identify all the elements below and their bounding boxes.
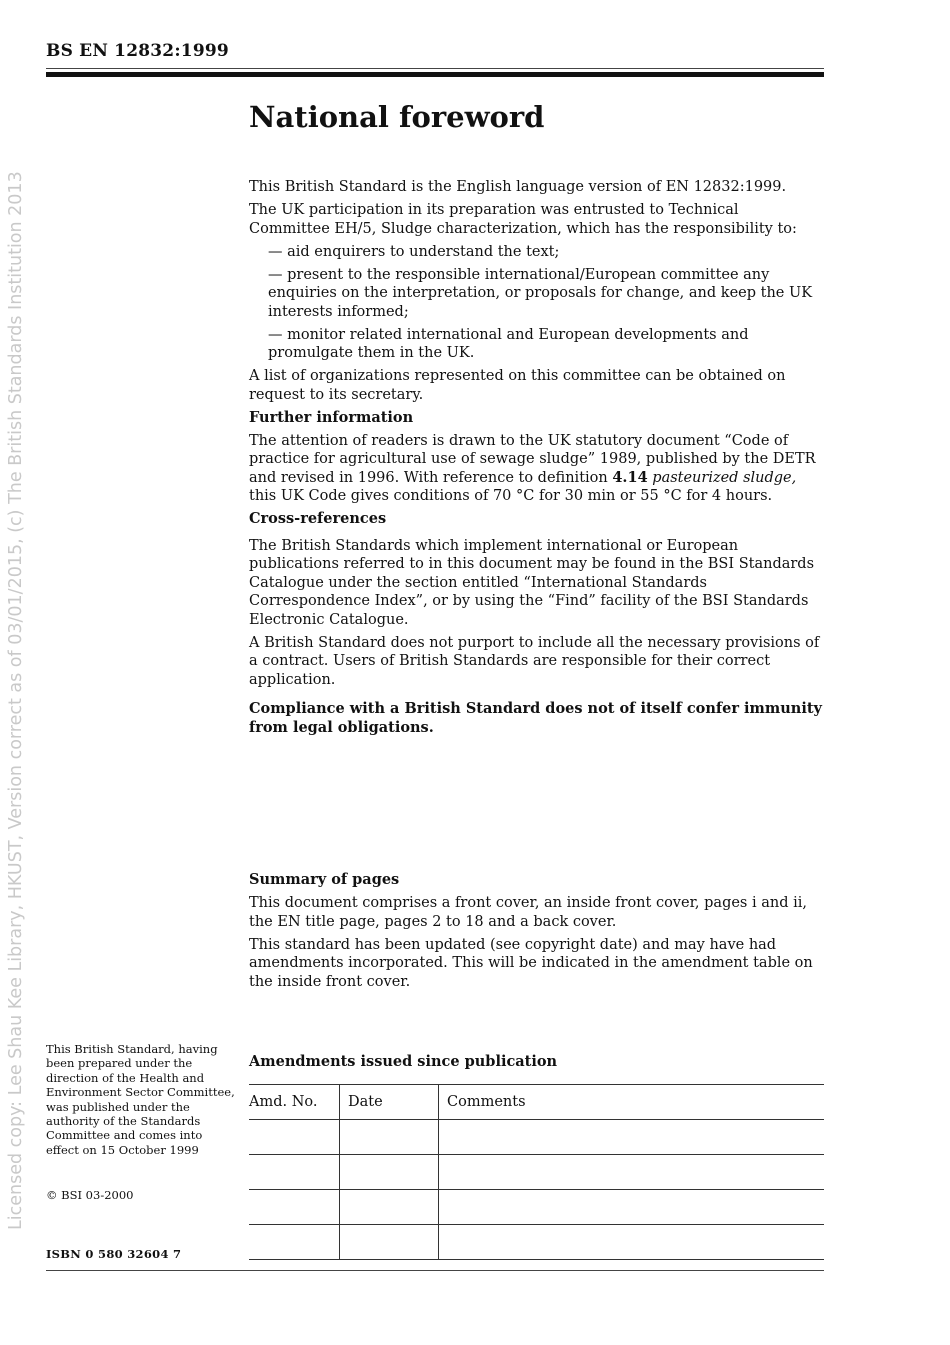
list-item: — aid enquirers to understand the text; <box>268 243 560 260</box>
text-run: The attention of readers is drawn to the UK statutory document “Code of practice for agricultural use of sewage sludge” 1989, published by the DETR and revised in 1996. With reference to definition <box>249 432 816 486</box>
license-watermark: Licensed copy: Lee Shau Kee Library, HKUST, Version correct as of 03/01/2015, (c) The British Standards Institution 2013 <box>6 171 26 1230</box>
column-header-comments: Comments <box>439 1085 825 1120</box>
footer-rule <box>46 1270 249 1271</box>
amendments-table <box>249 1084 824 1260</box>
table-cell <box>340 1190 439 1225</box>
publication-note: This British Standard, having been prepared under the direction of the Health and Environment Sector Committee, was published under the authority of the Standards Committee and comes into effect on 15 October 1999 <box>46 1042 235 1157</box>
section-heading-summary: Summary of pages <box>249 871 400 888</box>
table-row <box>249 1225 824 1260</box>
compliance-statement: Compliance with a British Standard does not of itself confer immunity from legal obligations. <box>249 700 822 736</box>
definition-ref: 4.14 <box>612 468 648 486</box>
list-item: — monitor related international and European developments and promulgate them in the UK. <box>268 326 749 361</box>
section-heading-further-information: Further information <box>249 408 414 426</box>
amendments-title: Amendments issued since publication <box>249 1053 558 1070</box>
table-cell <box>249 1190 340 1225</box>
paragraph: A list of organizations represented on this committee can be obtained on request to its secretary. <box>249 368 786 403</box>
table-cell <box>340 1155 439 1190</box>
column-header-amd-no: Amd. No. <box>249 1085 340 1120</box>
foreword-body <box>249 178 823 742</box>
header-thin-rule <box>46 68 824 69</box>
paragraph: This standard has been updated (see copyright date) and may have had amendments incorporated. This will be indicated in the amendment table on the inside front cover. <box>249 936 813 990</box>
table-cell <box>249 1120 340 1155</box>
isbn: ISBN 0 580 32604 7 <box>46 1247 182 1261</box>
table-row <box>249 1190 824 1225</box>
table-header-row <box>249 1085 824 1120</box>
table-cell <box>439 1155 825 1190</box>
copyright-notice: © BSI 03-2000 <box>46 1188 134 1202</box>
table-row <box>249 1155 824 1190</box>
list-item: — present to the responsible international/European committee any enquiries on the interpretation, or proposals for change, and keep the UK interests informed; <box>268 266 813 320</box>
paragraph: This British Standard is the English language version of EN 12832:1999. <box>249 179 787 195</box>
paragraph: A British Standard does not purport to include all the necessary provisions of a contract. Users of British Standards are responsible for their correct application. <box>249 634 820 688</box>
summary-of-pages <box>249 871 823 996</box>
header-thick-rule <box>46 72 824 77</box>
table-cell <box>439 1190 825 1225</box>
paragraph: This document comprises a front cover, an inside front cover, pages i and ii, the EN title page, pages 2 to 18 and a back cover. <box>249 895 807 930</box>
column-header-date: Date <box>340 1085 439 1120</box>
table-cell <box>340 1225 439 1260</box>
table-cell <box>249 1155 340 1190</box>
definition-term: pasteurized sludge, <box>652 469 797 486</box>
table-cell <box>439 1225 825 1260</box>
document-id: BS EN 12832:1999 <box>46 41 229 61</box>
table-cell <box>249 1225 340 1260</box>
table-cell <box>439 1120 825 1155</box>
section-heading-cross-references: Cross-references <box>249 510 387 527</box>
page-title: National foreword <box>249 100 545 134</box>
text-run: this UK Code gives conditions of 70 °C for 30 min or 55 °C for 4 hours. <box>249 488 773 504</box>
table-cell <box>340 1120 439 1155</box>
footer-rule <box>249 1270 824 1271</box>
paragraph: The UK participation in its preparation was entrusted to Technical Committee EH/5, Sludge characterization, which has the responsibility to: <box>249 202 797 237</box>
paragraph: The British Standards which implement international or European publications referred to in this document may be found in the BSI Standards Catalogue under the section entitled “International Standards Correspondence Index”, or by using the “Find” facility of the BSI Standards Electronic Catalogue. <box>249 537 815 628</box>
paragraph <box>249 432 823 506</box>
table-row <box>249 1120 824 1155</box>
